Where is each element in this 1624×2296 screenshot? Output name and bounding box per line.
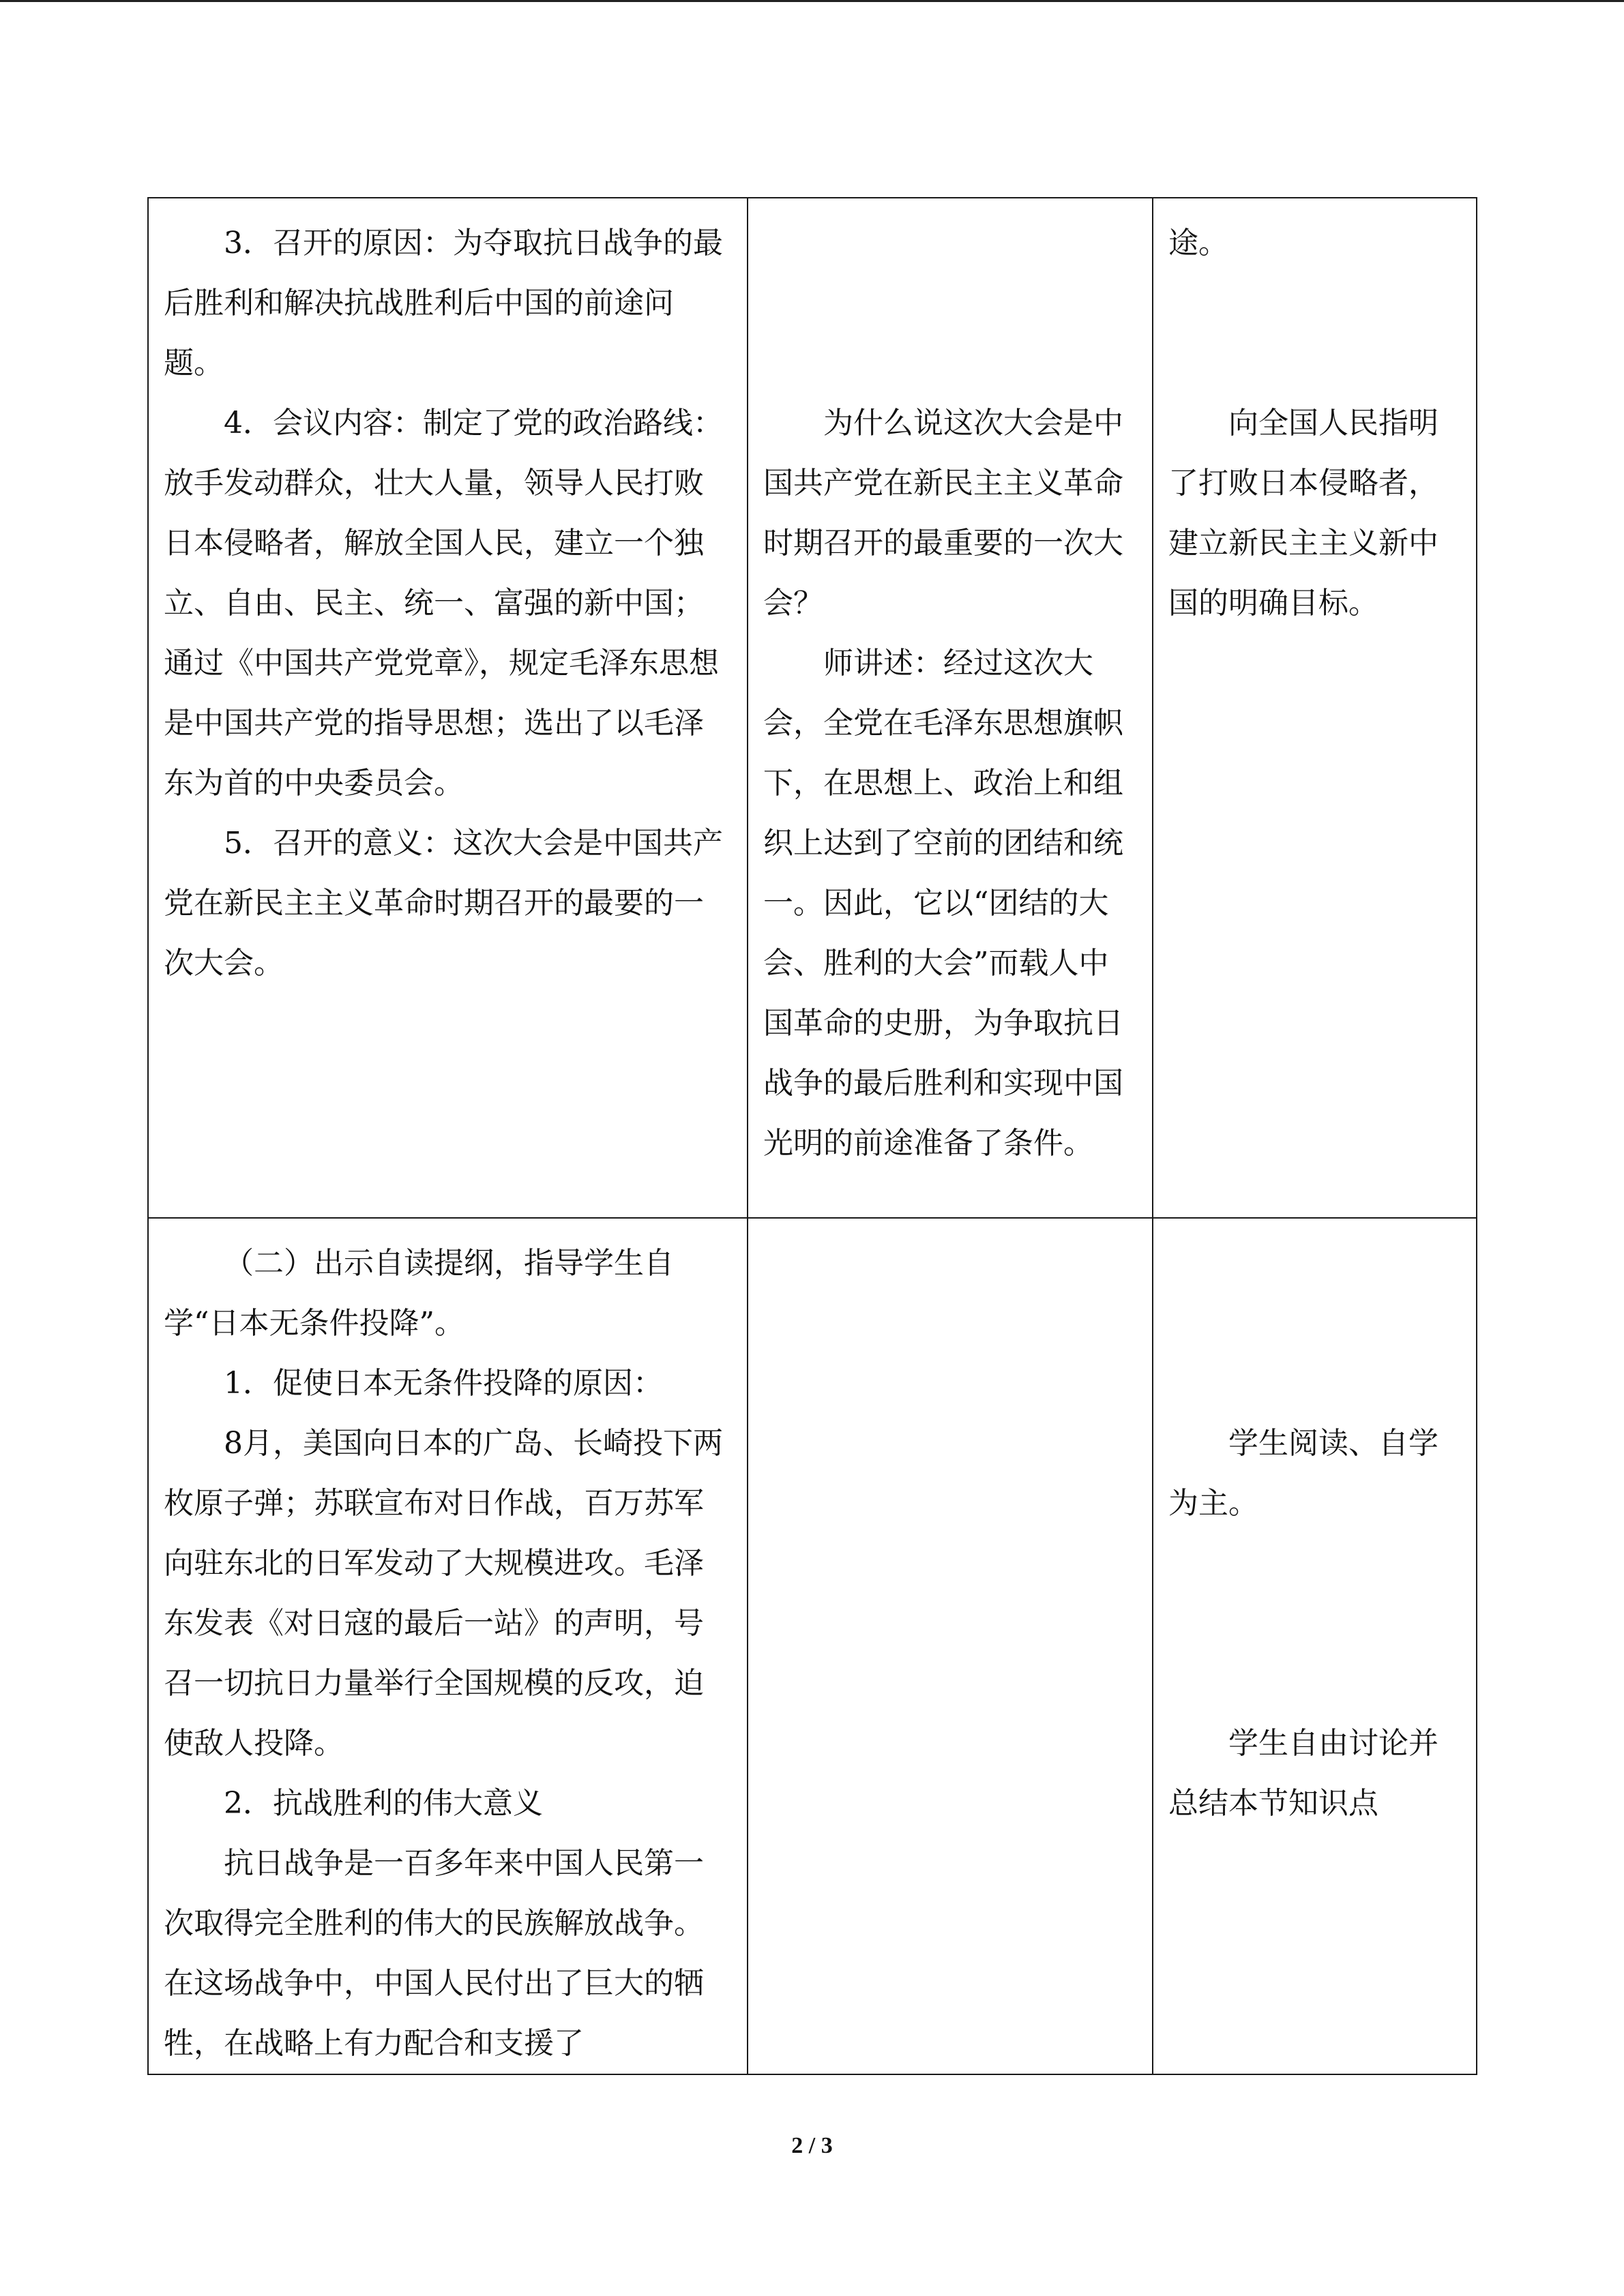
content-cell xyxy=(148,1218,748,2074)
surrender-reason-heading: 1．促使日本无条件投降的原因： xyxy=(224,1366,663,1401)
cell-spacer xyxy=(1168,1354,1461,1414)
continued-text: 途。 xyxy=(1168,226,1228,260)
surrender-reason-text: 8月，美国向日本的广岛、长崎投下两枚原子弹；苏联宣布对日作战，百万苏军向驻东北的日军发动了大规模进攻。毛泽东发表《对日寇的最后一站》的声明，号召一切抗日力量举行全国规模的反攻，迫使敌人投降。 xyxy=(164,1426,723,1761)
table-row xyxy=(148,1218,1477,2074)
paragraph-significance: 5．召开的意义：这次大会是中国共产党在新民主主义革命时期召开的最要的一次大会。 xyxy=(164,826,723,981)
table-row xyxy=(148,198,1477,1218)
paragraph-content: 4．会议内容：制定了党的政治路线：放手发动群众，壮大人量，领导人民打败日本侵略者，解放全国人民，建立一个独立、自由、民主、统一、富强的新中国；通过《中国共产党党章》，规定毛泽东思想是中国共产党的指导思想；选出了以毛泽东为首的中央委员会。 xyxy=(164,406,723,801)
student-reading-text: 学生阅读、自学为主。 xyxy=(1168,1426,1438,1521)
reading-outline: （二）出示自读提纲，指导学生自学“日本无条件投降”。 xyxy=(164,1246,674,1341)
cell-spacer xyxy=(1168,1534,1461,1714)
page-number: 2 / 3 xyxy=(791,2133,833,2158)
design-intent-cell xyxy=(1153,198,1477,1218)
cell-spacer xyxy=(1168,273,1461,393)
page-top-border xyxy=(0,0,1624,2)
lesson-plan-table xyxy=(147,197,1477,2075)
victory-significance-text: 抗日战争是一百多年来中国人民第一次取得完全胜利的伟大的民族解放战争。在这场战争中，中国人民付出了巨大的牺牲，在战略上有力配合和支援了 xyxy=(164,1846,704,2061)
teacher-activity-cell xyxy=(748,198,1153,1218)
student-activity-cell xyxy=(1153,1218,1477,2074)
paragraph-reason: 3．召开的原因：为夺取抗日战争的最后胜利和解决抗战胜利后中国的前途问题。 xyxy=(164,226,723,381)
teacher-narration: 师讲述：经过这次大会，全党在毛泽东思想旗帜下，在思想上、政治上和组织上达到了空前的团结和统一。因此，它以“团结的大会、胜利的大会”而载人中国革命的史册，为争取抗日战争的最后胜利和实现中国光明的前途准备了条件。 xyxy=(763,646,1123,1161)
design-intent-text: 向全国人民指明了打败日本侵略者，建立新民主主义新中国的明确目标。 xyxy=(1168,406,1438,621)
teacher-question: 为什么说这次大会是中国共产党在新民主主义革命时期召开的最重要的一次大会？ xyxy=(763,406,1123,621)
content-cell xyxy=(148,198,748,1218)
cell-spacer xyxy=(1168,1234,1461,1354)
teacher-activity-cell xyxy=(748,1218,1153,2074)
student-discussion-text: 学生自由讨论并总结本节知识点 xyxy=(1168,1726,1438,1821)
victory-significance-heading: 2．抗战胜利的伟大意义 xyxy=(224,1786,543,1821)
cell-spacer xyxy=(763,213,1137,393)
